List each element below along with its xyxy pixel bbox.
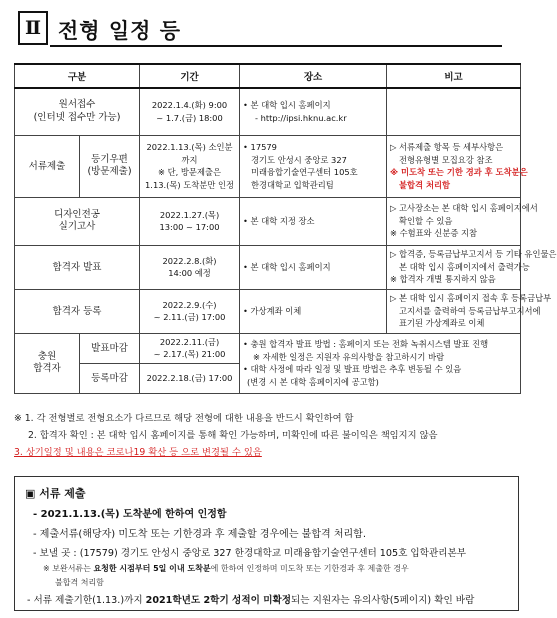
header-underline xyxy=(50,45,502,47)
row-period: 2022.2.8.(화) 14:00 예정 xyxy=(140,245,240,289)
table-row xyxy=(15,333,521,363)
row-place: • 본 대학 지정 장소 xyxy=(240,197,387,245)
row-label: 합격자 등록 xyxy=(15,289,140,333)
box-line: - 서류 제출기한(1.13.)까지 2021학년도 2학기 성적이 미확정되는 지원자는 유의사항(5페이지) 확인 바람 xyxy=(27,595,475,606)
table-row xyxy=(15,197,521,245)
row-place: • 가상계좌 이체 xyxy=(240,289,387,333)
row-label: 서류제출 xyxy=(15,135,80,197)
box-line: 불합격 처리함 xyxy=(55,578,104,587)
header-note: 비고 xyxy=(387,64,521,88)
row-period: 2022.1.27.(목) 13:00 ~ 17:00 xyxy=(140,197,240,245)
note-item: 3. 상기일정 및 내용은 코로나19 확산 등 으로 변경될 수 있음 xyxy=(14,447,262,458)
row-note: ▷ 고사장소는 본 대학 입시 홈페이지에서 확인할 수 있음 ※ 수험표와 신분증 지참 xyxy=(387,197,521,245)
box-line: - 제출서류(해당자) 미도착 또는 기한경과 후 제출할 경우에는 불합격 처리함. xyxy=(33,529,366,540)
row-sublabel: 등기우편 (방문제출) xyxy=(80,135,140,197)
row-label: 합격자 발표 xyxy=(15,245,140,289)
row-place: • 본 대학 입시 홈페이지 - http://ipsi.hknu.ac.kr xyxy=(240,88,387,135)
row-sublabel: 발표마감 xyxy=(80,333,140,363)
box-title: ▣ 서류 제출 xyxy=(25,487,86,500)
row-note: ▷ 합격증, 등록금납부고지서 등 기타 유인물은 본 대학 입시 홈페이지에서 출력가능 ※ 합격자 개별 통지하지 않음 xyxy=(387,245,521,289)
section-header xyxy=(18,11,502,47)
notes-block xyxy=(14,410,524,461)
row-period: 2022.1.4.(화) 9:00 ~ 1.7.(금) 18:00 xyxy=(140,88,240,135)
header-category: 구분 xyxy=(15,64,140,88)
note-item: 2. 합격자 확인 : 본 대학 입시 홈페이지를 통해 확인 가능하며, 미확인에 따른 불이익은 책임지지 않음 xyxy=(28,430,438,441)
table-row xyxy=(15,88,521,135)
row-note: ▷ 서류제출 항목 등 세부사항은 전형유형별 모집요강 참조 ※ 미도착 또는 기한 경과 후 도착분은 불합격 처리함 xyxy=(387,135,521,197)
row-note xyxy=(387,88,521,135)
note-item: ※ 1. 각 전형별로 전형요소가 다르므로 해당 전형에 대한 내용을 반드시 확인하여 함 xyxy=(14,413,354,424)
section-title: 전형 일정 등 xyxy=(58,19,182,43)
row-place-note: • 충원 합격자 발표 방법 : 홈페이지 또는 전화 녹취시스템 발표 진행 ※ 자세한 일정은 지원자 유의사항을 참고하시기 바람 • 대학 사정에 따라 일정 및 발표 방법은 추후 변동될 수 있음 (변경 시 본 대학 홈페이지에 공고함) xyxy=(240,333,521,393)
row-period: 2022.2.18.(금) 17:00 xyxy=(140,363,240,393)
schedule-table xyxy=(14,63,557,394)
row-label: 원서접수 (인터넷 접수만 가능) xyxy=(15,88,140,135)
row-note: ▷ 본 대학 입시 홈페이지 접속 후 등록금납부 고지서를 출력하여 등록금납부고지서에 표기된 가상계좌로 이체 xyxy=(387,289,521,333)
row-place: • 본 대학 입시 홈페이지 xyxy=(240,245,387,289)
row-label: 디자인전공 실기고사 xyxy=(15,197,140,245)
header-place: 장소 xyxy=(240,64,387,88)
box-line: ※ 보완서류는 요청한 시점부터 5일 이내 도착분에 한하여 인정하며 미도착 또는 기한경과 후 제출한 경우 xyxy=(43,564,409,573)
document-submission-box xyxy=(14,476,519,611)
table-row xyxy=(15,245,521,289)
table-row xyxy=(15,289,521,333)
row-period: 2022.2.11.(금) ~ 2.17.(목) 21:00 xyxy=(140,333,240,363)
row-sublabel: 등록마감 xyxy=(80,363,140,393)
header-period: 기간 xyxy=(140,64,240,88)
row-label: 충원 합격자 xyxy=(15,333,80,393)
table-row xyxy=(15,135,521,197)
table-header-row xyxy=(15,64,521,88)
row-place: • 17579 경기도 안성시 중앙로 327 미래융합기술연구센터 105호 한경대학교 입학관리팀 xyxy=(240,135,387,197)
box-line: - 2021.1.13.(목) 도착분에 한하여 인정함 xyxy=(33,509,227,520)
box-line: - 보낼 곳 : (17579) 경기도 안성시 중앙로 327 한경대학교 미래융합기술연구센터 105호 입학관리본부 xyxy=(33,548,467,559)
section-number: Ⅱ xyxy=(18,11,48,45)
row-period: 2022.2.9.(수) ~ 2.11.(금) 17:00 xyxy=(140,289,240,333)
row-period: 2022.1.13.(목) 소인분 까지 ※ 단, 방문제출은 1.13.(목) 도착분만 인정 xyxy=(140,135,240,197)
